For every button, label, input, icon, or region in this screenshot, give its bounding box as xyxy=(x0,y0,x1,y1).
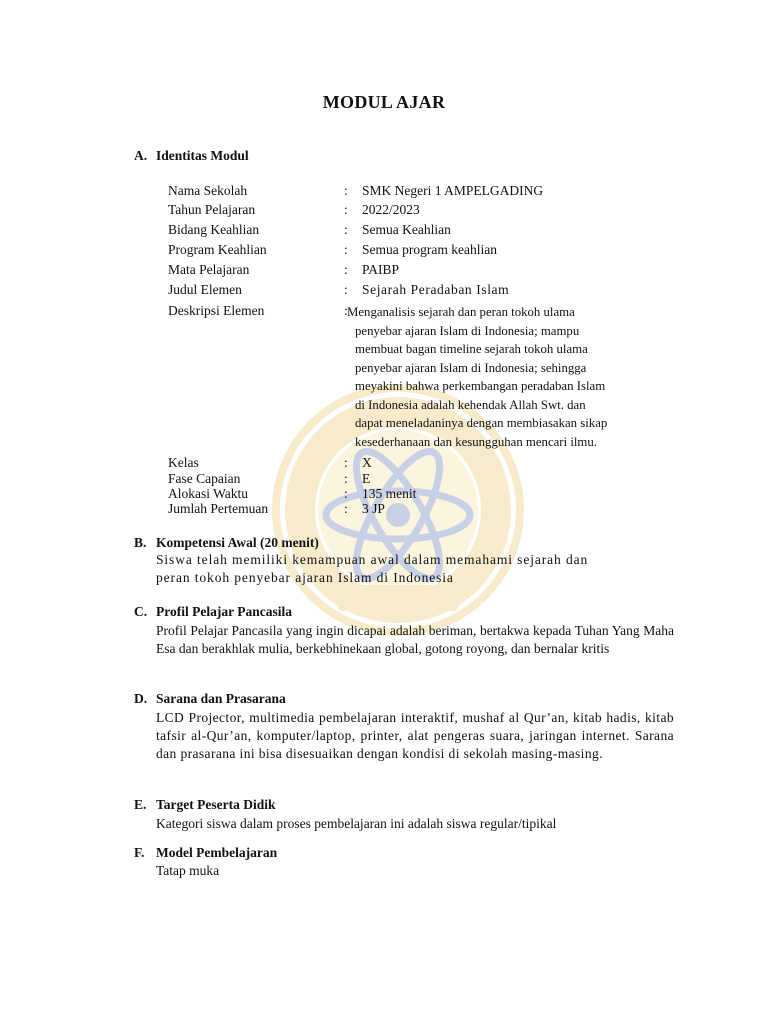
field-value: E xyxy=(362,471,371,486)
section-title: Target Peserta Didik xyxy=(156,797,276,812)
description-value xyxy=(347,303,680,451)
section-letter: C. xyxy=(134,604,148,619)
field-label: Bidang Keahlian xyxy=(168,222,260,237)
field-value: SMK Negeri 1 AMPELGADING xyxy=(362,183,544,198)
section-letter: B. xyxy=(134,535,147,550)
section-b-body xyxy=(156,551,674,587)
section-f-body: Tatap muka xyxy=(156,863,220,878)
field-label: Jumlah Pertemuan xyxy=(168,501,269,516)
section-title: Model Pembelajaran xyxy=(156,845,278,860)
section-c-heading xyxy=(134,604,292,620)
section-letter: A. xyxy=(134,148,148,163)
section-c-body: Profil Pelajar Pancasila yang ingin dicapai adalah beriman, bertakwa kepada Tuhan Yang Maha Esa dan berakhlak mulia, berkebhinekaan global, gotong royong, dan bernalar kritis xyxy=(156,623,674,656)
document-title: MODUL AJAR xyxy=(322,92,446,112)
section-letter: E. xyxy=(134,797,147,812)
section-letter: F. xyxy=(134,845,145,860)
field-label: Fase Capaian xyxy=(168,471,241,486)
description-line: penyebar ajaran Islam di Indonesia; sehingga xyxy=(355,360,587,375)
section-a-heading xyxy=(134,148,249,164)
field-value: Sejarah Peradaban Islam xyxy=(362,282,510,297)
colon: : xyxy=(344,262,348,277)
colon: : xyxy=(344,242,348,257)
section-e-heading xyxy=(134,797,275,813)
colon: : xyxy=(344,282,348,297)
colon: : xyxy=(344,183,348,198)
field-value: 3 JP xyxy=(362,501,385,516)
section-title: Kompetensi Awal (20 menit) xyxy=(156,535,319,550)
section-f-heading xyxy=(134,845,277,861)
description-line: membuat bagan timeline sejarah tokoh ulama xyxy=(355,342,588,356)
field-value: Semua Keahlian xyxy=(362,222,451,237)
field-value: 2022/2023 xyxy=(362,202,420,217)
description-line: dapat meneladaninya dengan membiasakan sikap xyxy=(355,416,608,430)
field-label: Mata Pelajaran xyxy=(168,262,250,277)
section-e-body: Kategori siswa dalam proses pembelajaran ini adalah siswa regular/tipikal xyxy=(156,816,557,831)
description-line: meyakini bahwa perkembangan peradaban Islam xyxy=(355,379,606,393)
body-line: Siswa telah memiliki kemampuan awal dalam memahami sejarah dan xyxy=(156,552,589,567)
field-value: 135 menit xyxy=(362,486,417,501)
field-label: Nama Sekolah xyxy=(168,183,248,198)
section-letter: D. xyxy=(134,691,148,706)
section-title: Profil Pelajar Pancasila xyxy=(156,604,292,619)
colon: : xyxy=(344,222,348,237)
field-label: Tahun Pelajaran xyxy=(168,202,256,217)
field-label: Kelas xyxy=(168,455,199,470)
field-value: X xyxy=(362,455,372,470)
description-line: Menganalisis sejarah dan peran tokoh ulama xyxy=(347,305,575,319)
colon: : xyxy=(344,303,348,318)
section-d-body: LCD Projector, multimedia pembelajaran interaktif, mushaf al Qur’an, kitab hadis, kitab tafsir al-Qur’an, komputer/laptop, printer, alat pengeras suara, jaringan internet. Sarana dan prasarana ini bisa disesuaikan dengan kondisi di sekolah masing-masing. xyxy=(156,710,674,761)
section-d-heading xyxy=(134,691,286,707)
description-line: di Indonesia adalah kehendak Allah Swt. dan xyxy=(355,397,586,412)
colon: : xyxy=(344,486,348,501)
section-title: Sarana dan Prasarana xyxy=(156,691,286,706)
description-line: kesederhanaan dan kesungguhan mencari ilmu. xyxy=(355,434,597,449)
description-line: penyebar ajaran Islam di Indonesia; mampu xyxy=(355,323,580,338)
field-value: PAIBP xyxy=(362,262,400,277)
field-label: Judul Elemen xyxy=(168,282,242,297)
colon: : xyxy=(344,202,348,217)
colon: : xyxy=(344,471,348,486)
field-value: Semua program keahlian xyxy=(362,242,497,257)
section-b-heading xyxy=(134,535,319,551)
body-line: peran tokoh penyebar ajaran Islam di Indonesia xyxy=(156,570,454,585)
field-label: Alokasi Waktu xyxy=(168,486,249,501)
colon: : xyxy=(344,501,348,516)
field-label: Deskripsi Elemen xyxy=(168,303,265,318)
colon: : xyxy=(344,455,348,470)
field-label: Program Keahlian xyxy=(168,242,267,257)
section-title: Identitas Modul xyxy=(156,148,249,163)
